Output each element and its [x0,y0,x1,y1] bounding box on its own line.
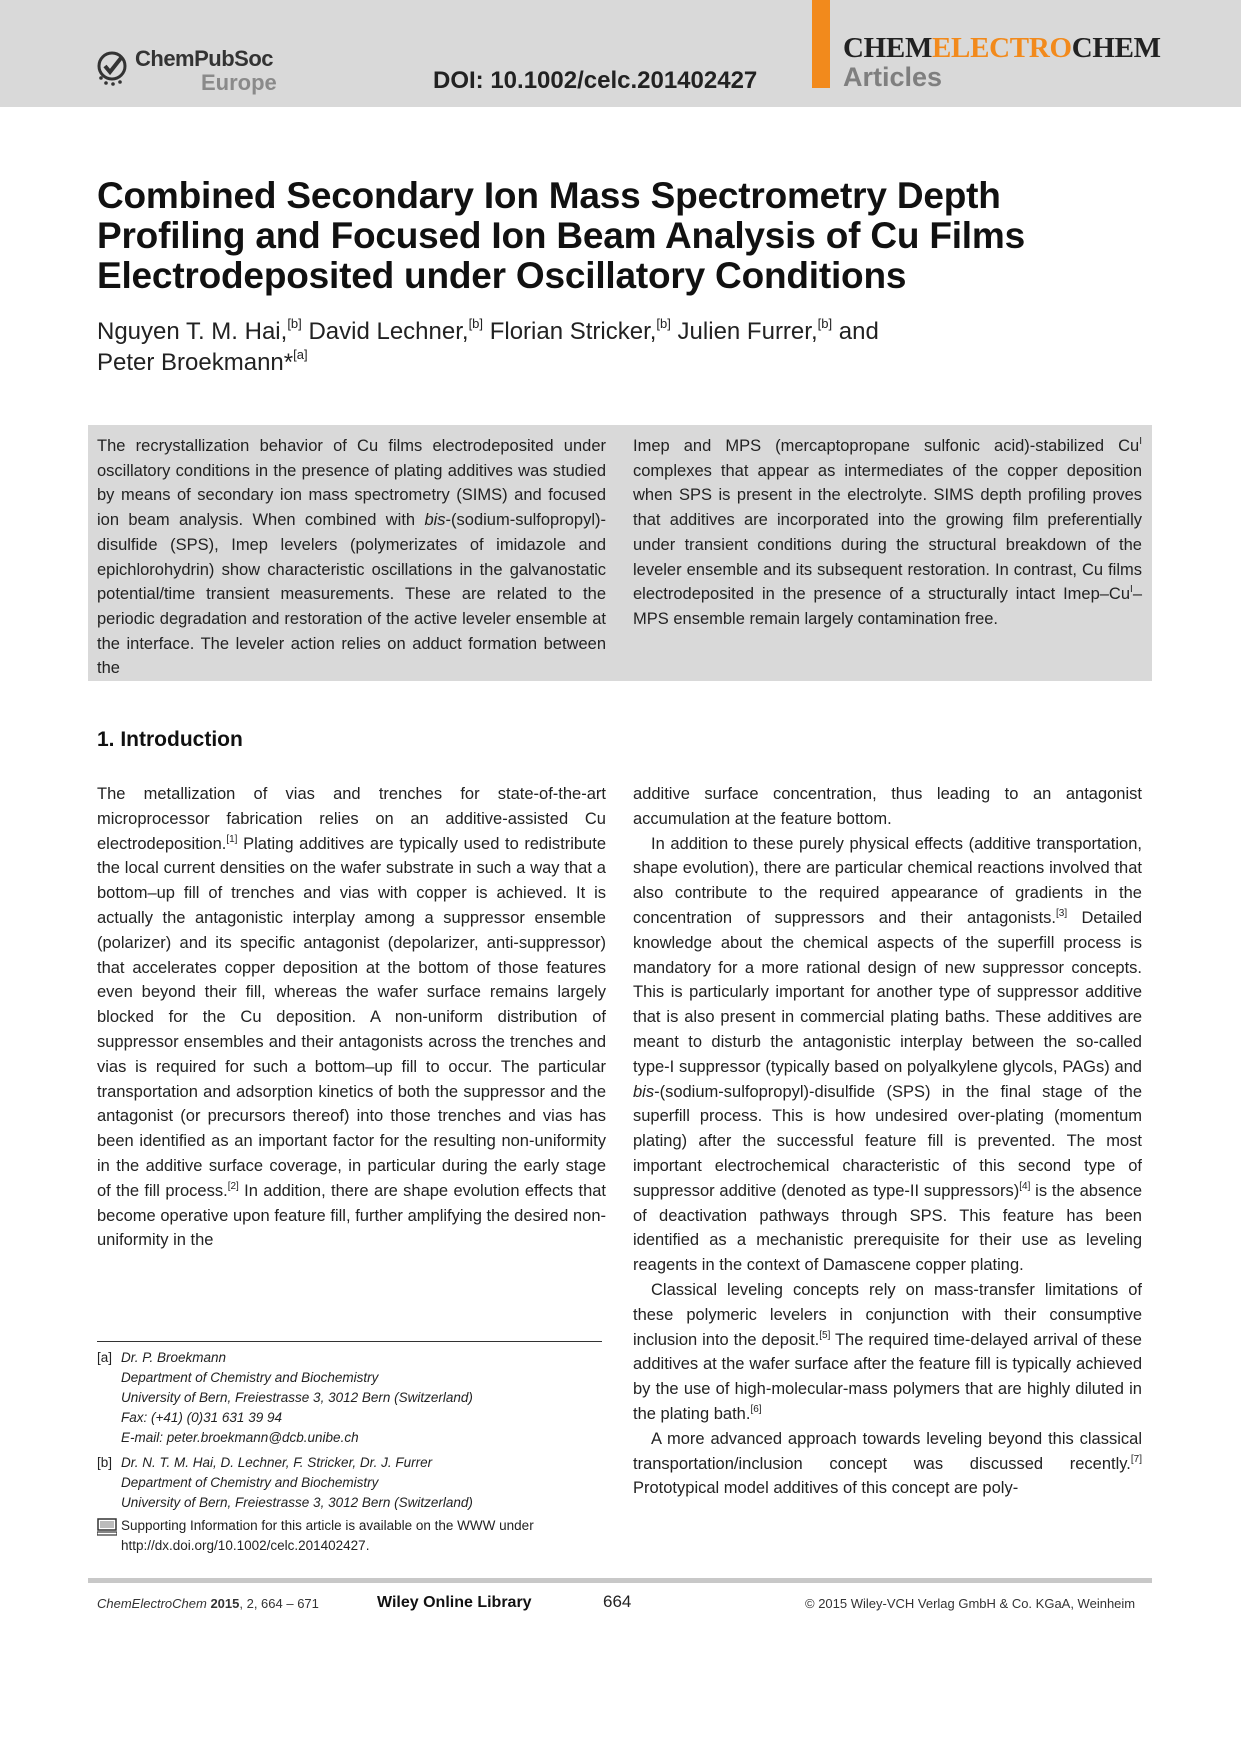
body-paragraph: additive surface concentration, thus leading to an antagonist accumulation at the feature bottom. [633,785,1142,828]
footnote-line: Dr. N. T. M. Hai, D. Lechner, F. Stricker, Dr. J. Furrer [121,1455,433,1470]
body-text: Plating additives are typically used to redistribute the local current densities on the wafer substrate in such a way that a bottom–up fill of trenches and vias with copper is achieved. It is actually the antagonistic interplay among a suppressor ensemble (polarizer) and its specific antagonist (depolarizer, anti-suppressor) that accelerates copper deposition at the bottom of those features even beyond their fill, whereas the wafer surface remains largely blocked for the Cu deposition. A non-uniform distribution of suppressor ensembles and their antagonists across the trenches and vias is required for such a bottom–up fill to occur. The particular transportation and adsorption kinetics of both the suppressor and the antagonist (or precursors thereof) into those trenches and vias has been identified as an important factor for the resulting non-uniformity in the additive surface coverage, in particular during the early stage of the fill process. [97,834,606,1200]
logo-text-sub: Europe [201,70,277,95]
oxidation-state: I [1130,584,1133,596]
body-paragraph [633,832,1142,1278]
section-label: Articles [843,62,943,92]
abstract-italic: bis [424,511,446,530]
footnote-body [121,1516,611,1556]
affiliation-mark: [a] [293,347,308,362]
author: Julien Furrer, [670,318,818,345]
footnote-rule [97,1341,602,1342]
reference-link[interactable]: [4] [1019,1180,1031,1192]
footer-journal: ChemElectroChem [97,1596,207,1611]
journal-name [843,32,1161,65]
body-text: Prototypical model additives of this concept are poly- [633,1479,1019,1498]
body-text: The required time-delayed arrival of these additives at the wafer surface after the feature fill is typically achieved by the use of high-molecular-mass polymers that are highly diluted in the plating bath. [633,1330,1142,1423]
footnote-line: University of Bern, Freiestrasse 3, 3012 Bern (Switzerland) [121,1495,473,1510]
author-list [97,316,1097,378]
wiley-online-library-label: Wiley Online Library [377,1594,532,1611]
reference-link[interactable]: [5] [819,1329,831,1341]
abstract-text: complexes that appear as intermediates of the copper deposition when SPS is present in the electrolyte. SIMS depth profiling proves that additives are incorporated into the growing film preferentially under transient conditions during the structural breakdown of the leveler ensemble and its subsequent restoration. In contrast, Cu films electrodeposited in the presence of a structurally intact Imep–Cu [633,461,1142,604]
body-text: Detailed knowledge about the chemical aspects of the superfill process is mandatory for a more rational design of new suppressor concepts. This is particularly important for another type of suppressor additive that is also present in commercial plating baths. These additives are meant to disturb the antagonistic interplay between the so-called type-I suppressor (typically based on polyalkylene glycols, PAGs) and [633,908,1142,1076]
author: Florian Stricker, [483,318,657,345]
footnote-line: Department of Chemistry and Biochemistry [121,1370,379,1385]
body-paragraph [633,1278,1142,1427]
computer-icon [97,1518,117,1536]
footer-year: 2015 [210,1596,240,1611]
body-paragraph [633,1427,1142,1501]
affiliation-mark: [b] [656,316,671,331]
body-paragraph [97,782,606,1253]
body-text: In addition, there are shape evolution effects that become operative upon feature fill, further amplifying the desired non-uniformity in the [97,1181,607,1250]
body-text: In addition to these purely physical effects (additive transportation, shape evolution), there are particular chemical reactions involved that also contribute to the required appearance of gradients in the concentration of suppressors and their antagonists. [633,834,1142,927]
body-text: A more advanced approach towards leveling beyond this classical transportation/inclusion concept was discussed recently. [633,1429,1142,1473]
abstract-left-column [97,434,606,681]
body-text: Classical leveling concepts rely on mass-transfer limitations of these polymeric levelers in conjunction with their consumptive inclusion into the deposit. [633,1280,1142,1349]
footnote-line: Department of Chemistry and Biochemistry [121,1475,379,1490]
section-heading: 1. Introduction [97,728,243,751]
footnote-line: Dr. P. Broekmann [121,1350,227,1365]
chempubsoc-logo [97,46,287,96]
title-line: Combined Secondary Ion Mass Spectrometry Depth [97,175,1001,216]
author: Nguyen T. M. Hai, [97,318,288,345]
doi-label: DOI: 10.1002/celc.201402427 [433,67,758,94]
author-conjunction: and [832,318,879,345]
footer-rule [88,1578,1152,1583]
chempubsoc-emblem-icon [97,46,131,86]
copyright-notice: © 2015 Wiley-VCH Verlag GmbH & Co. KGaA, Weinheim [805,1596,1136,1611]
footnote-line: Fax: (+41) (0)31 631 39 94 [121,1410,282,1425]
footnote-body [121,1453,611,1513]
body-left-column [97,782,606,1253]
affiliation-mark: [b] [468,316,484,331]
journal-name-part2: ELECTRO [932,32,1072,64]
logo-text-main: ChemPubSoc [135,46,274,71]
affiliation-mark: [b] [287,316,302,331]
footnote-line: Supporting Information for this article is available on the WWW under [121,1518,534,1533]
footnote-body [121,1348,611,1448]
reference-link[interactable]: [6] [750,1403,762,1415]
corresponding-author: Peter Broekmann* [97,349,294,376]
footnote-tag: [a] [97,1350,113,1365]
title-line: Profiling and Focused Ion Beam Analysis of Cu Films [97,215,1025,256]
footnote-line: University of Bern, Freiestrasse 3, 3012 Bern (Switzerland) [121,1390,473,1405]
abstract-right-column [633,434,1142,632]
body-italic: bis [633,1082,655,1101]
journal-name-part1: CHEM [843,32,933,64]
abstract-text: –MPS ensemble remain largely contamination free. [633,585,1142,628]
title-line: Electrodeposited under Oscillatory Conditions [97,255,907,296]
page-number: 664 [603,1592,632,1611]
body-text: The metallization of vias and trenches for state-of-the-art microprocessor fabrication relies on an additive-assisted Cu electrodeposition. [97,785,606,853]
journal-accent-bar [812,0,830,88]
article-title [97,176,1137,296]
body-text: is the absence of deactivation pathways through SPS. This feature has been identified as a mechanistic prerequisite for their use as leveling reagents in the context of Damascene copper plating. [633,1181,1142,1275]
reference-link[interactable]: [2] [227,1180,239,1192]
oxidation-state: I [1139,436,1142,447]
footer-volume-pages: , 2, 664 – 671 [239,1596,319,1611]
body-right-column [633,782,1142,1501]
footnote-tag: [b] [97,1455,113,1470]
abstract-text: Imep and MPS (mercaptopropane sulfonic acid)-stabilized Cu [633,437,1140,455]
abstract-text: -(sodium-sulfopropyl)-disulfide (SPS), Imep levelers (polymerizates of imidazole and epichlorohydrin) show characteristic oscillations in the galvanostatic potential/time transient measurements. These are related to the periodic degradation and restoration of the active leveler ensemble at the interface. The leveler action relies on adduct formation between the [97,511,606,678]
journal-name-part3: CHEM [1071,32,1161,64]
footer-citation [97,1596,319,1611]
reference-link[interactable]: [7] [1130,1453,1142,1465]
body-text: -(sodium-sulfopropyl)-disulfide (SPS) in the final stage of the superfill process. This is how undesired over-plating (momentum plating) after the successful feature fill is prevented. The most important electrochemical characteristic of this second type of suppressor additive (denoted as type-II suppressors) [633,1082,1142,1200]
reference-link[interactable]: [1] [226,833,238,845]
footnote-email[interactable]: E-mail: peter.broekmann@dcb.unibe.ch [121,1430,359,1445]
abstract-text: The recrystallization behavior of Cu films electrodeposited under oscillatory conditions in the presence of plating additives was studied by means of secondary ion mass spectrometry (SIMS) and focused ion beam analysis. When combined with [97,437,606,530]
supporting-info-link[interactable]: http://dx.doi.org/10.1002/celc.201402427. [121,1538,370,1553]
author: David Lechner, [301,318,469,345]
reference-link[interactable]: [3] [1056,907,1068,919]
affiliation-mark: [b] [817,316,833,331]
